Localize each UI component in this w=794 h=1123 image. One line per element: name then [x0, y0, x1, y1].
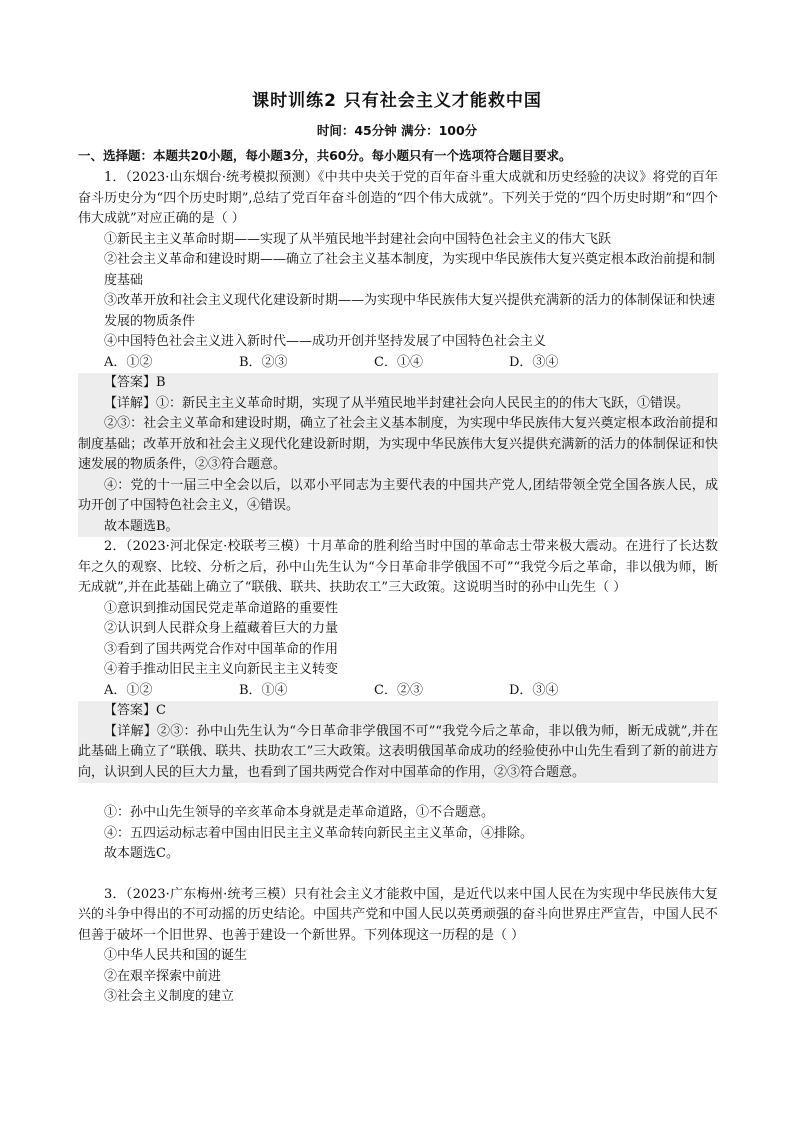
question-2-item: ②认识到人民群众身上蕴藏着巨大的力量: [104, 621, 339, 636]
choice-d: D．③④: [509, 354, 559, 370]
question-1-item: ②社会主义革命和建设时期——确立了社会主义基本制度，为实现中华民族伟大复兴奠定根本政治前提和制度基础: [104, 252, 716, 288]
choice-b: B．①④: [239, 682, 288, 698]
question-1-item: ③改革开放和社会主义现代化建设新时期——为实现中华民族伟大复兴提供充满新的活力的体制保证和快速发展的物质条件: [104, 293, 716, 329]
question-3-stem: 3．（2023·广东梅州·统考三模）只有社会主义才能救中国，是近代以来中国人民在为实现中华民族伟大复兴的斗争中得出的不可动摇的历史结论。中国共产党和中国人民以英勇顽强的奋斗向世界庄严宣告，中国人民不但善于破坏一个旧世界、也善于建设一个新世界。下列体现这一历程的是（ ）: [78, 886, 718, 943]
spacer: [78, 865, 718, 885]
section-heading: 一、选择题：本题共20小题，每小题3分，共60分。每小题只有一个选项符合题目要求。: [78, 148, 572, 163]
question-1-analysis: 【详解】①：新民主主义革命时期，实现了从半殖民地半封建社会向人民民主的的伟大飞跃，①错误。: [104, 395, 690, 411]
question-3-item: ②在艰辛探索中前进: [104, 968, 222, 984]
choice-b: B．②③: [239, 354, 288, 370]
question-2-answer: 【答案】C: [104, 703, 166, 718]
question-1-stem: 1．（2023·山东烟台·统考模拟预测）《中共中央关于党的百年奋斗重大成就和历史经验的决议》将党的百年奋斗历史分为“四个历史时期”,总结了党百年奋斗创造的“四个伟大成就”。下列关于党的“四个历史时期”和“四个伟大成就”对应正确的是（ ）: [78, 170, 718, 226]
choice-d: D．③④: [509, 682, 559, 698]
question-2-stem: 2．（2023·河北保定·校联考三模）十月革命的胜利给当时中国的革命志士带来极大震动。在进行了长达数年之久的观察、比较、分析之后，孙中山先生认为“今日革命非学俄国不可”“我党今后之革命，非以俄为师，断无成就”,并在此基础上确立了“联俄、联共、扶助农工”三大政策。这说明当时的孙中山先生（ ）: [78, 539, 718, 595]
question-2-item: ③看到了国共两党合作对中国革命的作用: [104, 641, 339, 657]
choice-c: C．②③: [374, 682, 423, 698]
question-1-analysis: ②③：社会主义革命和建设时期，确立了社会主义基本制度，为实现中华民族伟大复兴奠定根本政治前提和制度基础；改革开放和社会主义现代化建设新时期，为实现中华民族伟大复兴提供充满新的活力的体制保证和快速发展的物质条件，②③符合题意。: [78, 416, 718, 472]
question-2-answer-block: [78, 701, 718, 783]
question-2-choices: [78, 681, 718, 702]
document-body: [78, 168, 718, 1008]
question-2-analysis: ①：孙中山先生领导的辛亥革命本身就是走革命道路，①不合题意。: [104, 805, 495, 820]
question-1-analysis: ④：党的十一届三中全会以后，以邓小平同志为主要代表的中国共产党人,团结带领全党全国各族人民，成功开创了中国特色社会主义，④错误。: [78, 477, 718, 513]
question-3-item: ①中华人民共和国的诞生: [104, 948, 248, 963]
choice-a: A．①②: [104, 682, 153, 698]
question-1-item: ①新民主主义革命时期——实现了从半殖民地半封建社会向中国特色社会主义的伟大飞跃: [104, 231, 612, 247]
spacer: [78, 783, 718, 803]
question-1-choices: [78, 353, 718, 374]
question-3-item: ③社会主义制度的建立: [104, 989, 235, 1004]
question-2-item: ①意识到推动国民党走革命道路的重要性: [104, 600, 339, 616]
question-1-answer-block: [78, 373, 718, 537]
choice-a: A．①②: [104, 354, 153, 370]
question-2-analysis: 【详解】②③：孙中山先生认为“今日革命非学俄国不可”“我党今后之革命，非以俄为师，断无成就”,并在此基础上确立了“联俄、联共、扶助农工”三大政策。这表明俄国革命成功的经验使孙中山先生看到了新的前进方向，认识到人民的巨大力量，也看到了国共两党合作对中国革命的作用，②③符合题意。: [78, 723, 718, 780]
question-2-conclusion: 故本题选C。: [104, 846, 179, 861]
choice-c: C．①④: [374, 354, 423, 370]
question-2-analysis: ④：五四运动标志着中国由旧民主主义革命转向新民主主义革命，④排除。: [104, 825, 534, 841]
exam-meta: 时间：45分钟 满分：100分: [316, 123, 478, 138]
question-1-item: ④中国特色社会主义进入新时代——成功开创并坚持发展了中国特色社会主义: [104, 334, 547, 349]
question-1-conclusion: 故本题选B。: [104, 518, 179, 534]
question-2-item: ④着手推动旧民主主义向新民主主义转变: [104, 662, 339, 677]
question-1-answer: 【答案】B: [104, 375, 166, 390]
page-title: 课时训练2 只有社会主义才能救中国: [252, 91, 542, 111]
